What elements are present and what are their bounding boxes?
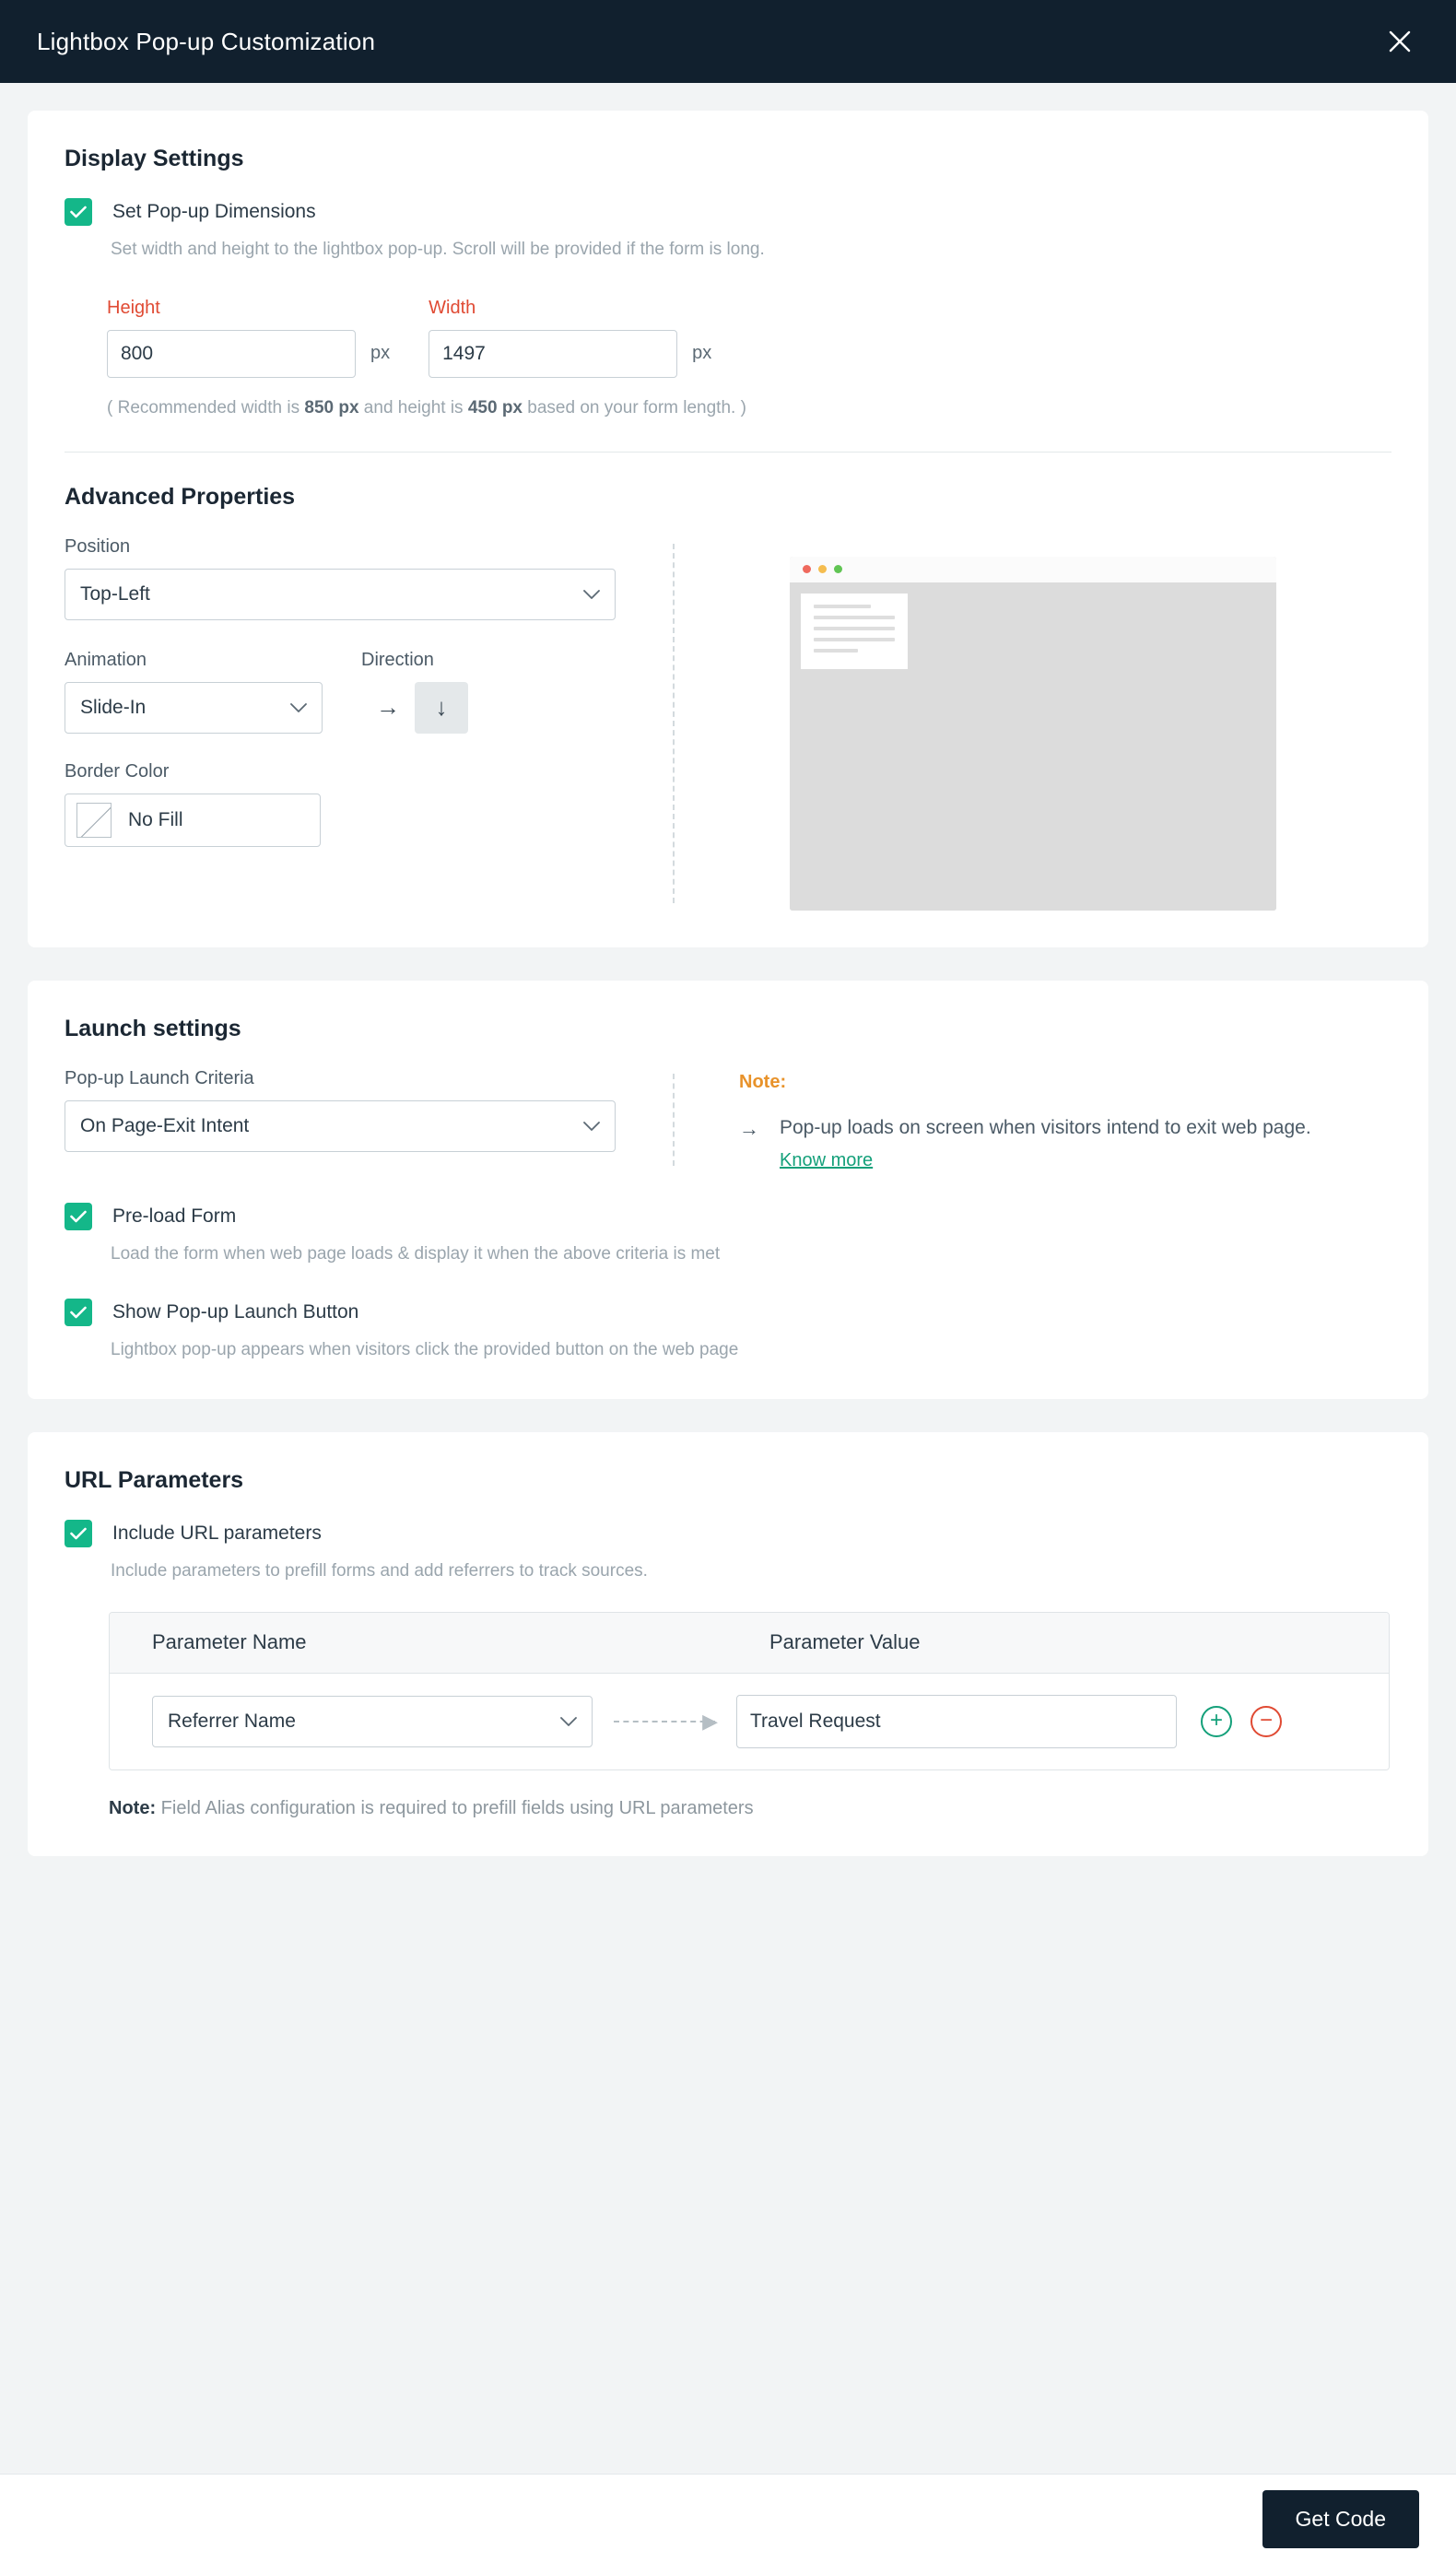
launch-criteria-value: On Page-Exit Intent xyxy=(80,1114,250,1136)
know-more-link[interactable]: Know more xyxy=(780,1150,874,1171)
advanced-properties-heading: Advanced Properties xyxy=(65,483,296,510)
mock-line xyxy=(814,616,895,619)
direction-label: Direction xyxy=(361,649,434,670)
display-settings-card xyxy=(28,111,1428,947)
traffic-light-red-icon xyxy=(803,565,811,573)
include-url-parameters-row[interactable] xyxy=(65,1520,1391,1547)
width-label: Width xyxy=(429,297,476,318)
preload-form-help: Load the form when web page loads & display it when the above criteria is met xyxy=(111,1244,721,1264)
height-field-group xyxy=(107,298,390,378)
height-label: Height xyxy=(107,297,160,318)
minus-circle-icon[interactable]: − xyxy=(1251,1706,1282,1737)
border-color-value: No Fill xyxy=(128,808,183,830)
direction-field-group xyxy=(361,650,468,734)
column-header-parameter-name: Parameter Name xyxy=(152,1630,307,1654)
window-title: Lightbox Pop-up Customization xyxy=(37,27,376,55)
include-url-parameters-checkbox[interactable] xyxy=(65,1520,92,1547)
recommendation-suffix: based on your form length. ) xyxy=(523,397,746,417)
arrow-down-icon[interactable]: ↓ xyxy=(415,682,468,734)
url-parameters-heading: URL Parameters xyxy=(65,1467,244,1494)
dimension-fields xyxy=(107,298,1391,378)
launch-settings-heading: Launch settings xyxy=(65,1015,241,1041)
url-parameters-card xyxy=(28,1432,1428,1856)
include-url-parameters-label: Include URL parameters xyxy=(112,1523,322,1545)
preload-form-checkbox[interactable] xyxy=(65,1203,92,1230)
popup-position-preview xyxy=(801,594,908,669)
traffic-light-green-icon xyxy=(834,565,842,573)
recommendation-mid: and height is xyxy=(358,397,468,417)
set-dimensions-help: Set width and height to the lightbox pop-up. Scroll will be provided if the form is long. xyxy=(111,240,765,259)
set-dimensions-checkbox[interactable] xyxy=(65,198,92,226)
show-launch-button-checkbox[interactable] xyxy=(65,1299,92,1326)
parameter-name-value: Referrer Name xyxy=(168,1710,296,1732)
mock-line xyxy=(814,605,871,608)
no-fill-swatch-icon xyxy=(76,803,112,838)
url-parameters-note-label: Note: xyxy=(109,1797,157,1818)
set-dimensions-label: Set Pop-up Dimensions xyxy=(112,201,316,222)
table-header-row xyxy=(110,1613,1389,1674)
launch-criteria-label: Pop-up Launch Criteria xyxy=(65,1067,254,1088)
recommendation-text xyxy=(107,398,1391,418)
position-value: Top-Left xyxy=(80,582,150,605)
note-title: Note: xyxy=(739,1071,787,1092)
chevron-down-icon xyxy=(583,1115,600,1137)
include-url-parameters-help: Include parameters to prefill forms and add referrers to track sources. xyxy=(111,1561,648,1581)
browser-mock-titlebar xyxy=(790,557,1276,582)
chevron-down-icon xyxy=(560,1711,577,1733)
get-code-button[interactable]: Get Code xyxy=(1262,2490,1419,2548)
advanced-controls xyxy=(65,536,673,911)
set-dimensions-row[interactable] xyxy=(65,198,1391,226)
recommended-width: 850 px xyxy=(304,397,359,417)
border-color-group xyxy=(65,761,673,847)
animation-select[interactable] xyxy=(65,682,323,734)
settings-page xyxy=(0,83,1456,2474)
chevron-down-icon xyxy=(290,697,307,719)
animation-label: Animation xyxy=(65,649,147,670)
width-input[interactable] xyxy=(429,330,677,378)
launch-criteria-group xyxy=(65,1068,673,1172)
browser-mock xyxy=(790,557,1276,911)
preload-form-block xyxy=(65,1203,1391,1267)
section-divider xyxy=(65,452,1391,453)
chevron-down-icon xyxy=(583,583,600,605)
mock-line xyxy=(814,627,895,630)
position-select[interactable] xyxy=(65,569,616,620)
launch-note xyxy=(675,1068,1391,1172)
window-titlebar xyxy=(0,0,1456,83)
border-color-label: Border Color xyxy=(65,760,170,782)
show-launch-button-row[interactable] xyxy=(65,1299,1391,1326)
column-header-parameter-value: Parameter Value xyxy=(769,1630,921,1654)
plus-circle-icon[interactable]: + xyxy=(1201,1706,1232,1737)
animation-value: Slide-In xyxy=(80,696,147,718)
animation-direction-row xyxy=(65,650,673,734)
width-field-group xyxy=(429,298,711,378)
dialog-footer xyxy=(0,2474,1456,2563)
show-launch-button-label: Show Pop-up Launch Button xyxy=(112,1300,359,1323)
url-parameters-note-text: Field Alias configuration is required to prefill fields using URL parameters xyxy=(160,1797,754,1818)
mock-line xyxy=(814,649,858,653)
launch-criteria-select[interactable] xyxy=(65,1100,616,1152)
browser-mock-body xyxy=(790,582,1276,911)
table-row xyxy=(110,1674,1389,1769)
launch-settings-card xyxy=(28,981,1428,1400)
recommended-height: 450 px xyxy=(467,397,523,417)
advanced-properties-body xyxy=(65,536,1391,911)
mock-line xyxy=(814,638,895,641)
width-unit: px xyxy=(692,343,712,364)
parameter-name-select[interactable] xyxy=(152,1696,593,1747)
display-settings-heading: Display Settings xyxy=(65,146,244,171)
arrow-right-icon[interactable]: → xyxy=(376,693,400,722)
arrow-right-icon: → xyxy=(739,1116,759,1140)
parameter-value-input[interactable] xyxy=(736,1695,1177,1748)
note-text: Pop-up loads on screen when visitors intend to exit web page. xyxy=(780,1116,1311,1138)
url-parameters-table xyxy=(109,1612,1390,1770)
border-color-picker[interactable] xyxy=(65,794,321,847)
preload-form-label: Pre-load Form xyxy=(112,1205,237,1228)
animation-field-group xyxy=(65,650,323,734)
url-parameters-note xyxy=(109,1798,1391,1819)
show-launch-button-help: Lightbox pop-up appears when visitors click the provided button on the web page xyxy=(111,1339,739,1359)
show-launch-button-block xyxy=(65,1299,1391,1363)
preload-form-row[interactable] xyxy=(65,1203,1391,1230)
position-label: Position xyxy=(65,535,131,557)
height-unit: px xyxy=(370,343,391,364)
mapping-arrow-icon: ▶ xyxy=(593,1721,736,1722)
popup-preview xyxy=(675,536,1391,911)
height-input[interactable] xyxy=(107,330,356,378)
traffic-light-yellow-icon xyxy=(818,565,827,573)
recommendation-prefix: ( Recommended width is xyxy=(107,397,305,417)
launch-criteria-row xyxy=(65,1068,1391,1172)
close-icon[interactable] xyxy=(1379,20,1421,63)
